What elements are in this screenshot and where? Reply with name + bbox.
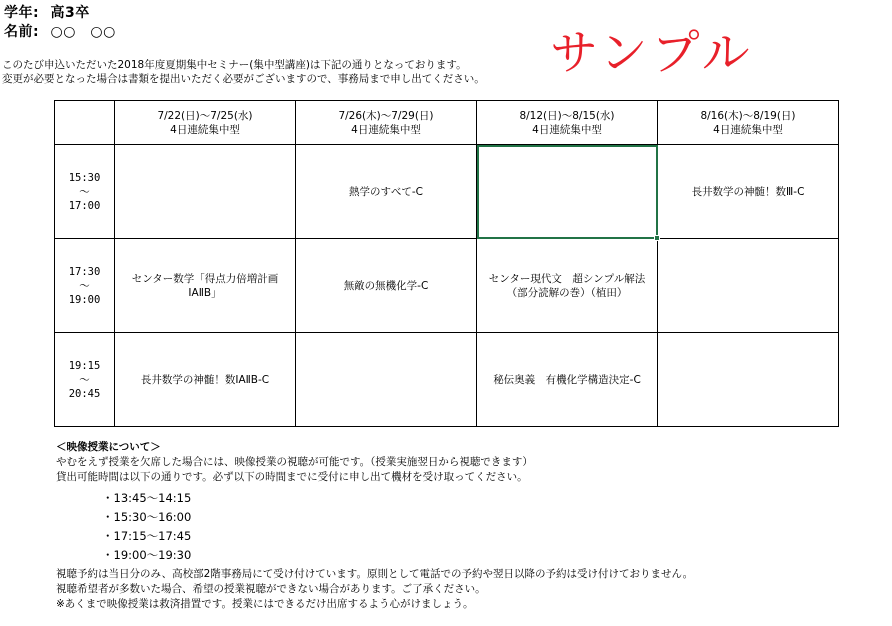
schedule-table: [54, 100, 839, 427]
column-type: 4日連続集中型: [532, 123, 602, 136]
name-value: ○○ ○○: [50, 24, 116, 40]
rental-slot-list: [102, 489, 693, 565]
course-cell[interactable]: 熱学のすべて-C: [296, 145, 477, 239]
schedule-header-row: [55, 101, 839, 145]
notes-title: ＜映像授業について＞: [56, 441, 161, 453]
time-end: 19:00: [68, 293, 101, 306]
notes-line-remark: ※あくまで映像授業は救済措置です。授業にはできるだけ出席するよう心がけましょう。: [56, 598, 474, 610]
course-cell[interactable]: [115, 145, 296, 239]
column-type: 4日連続集中型: [170, 123, 240, 136]
time-end: 20:45: [68, 387, 101, 400]
time-slot-cell[interactable]: [55, 145, 115, 239]
time-separator: ～: [79, 185, 90, 198]
column-type: 4日連続集中型: [713, 123, 783, 136]
column-dates: 7/22(日)～7/25(水): [157, 109, 253, 122]
schedule-row: [55, 239, 839, 333]
course-cell[interactable]: [296, 333, 477, 427]
course-cell[interactable]: [658, 333, 839, 427]
corner-cell: [55, 101, 115, 145]
column-type: 4日連続集中型: [351, 123, 421, 136]
notes-line-absence: やむをえず授業を欠席した場合には、映像授業の視聴が可能です。（授業実施翌日から視聴できます）: [56, 456, 533, 468]
fill-handle[interactable]: [654, 235, 660, 241]
video-lesson-notes: [56, 440, 693, 612]
time-end: 17:00: [68, 199, 101, 212]
schedule-row: [55, 145, 839, 239]
rental-slot: ・15:30～16:00: [102, 510, 192, 524]
time-slot-cell[interactable]: [55, 239, 115, 333]
rental-slot: ・13:45～14:15: [102, 491, 192, 505]
selected-course-cell[interactable]: [477, 145, 658, 239]
column-dates: 8/12(日)～8/15(水): [519, 109, 615, 122]
column-dates: 7/26(木)～7/29(日): [338, 109, 434, 122]
name-line: [4, 21, 116, 41]
intro-line-2: 変更が必要となった場合は書類を提出いただく必要がございますので、事務局まで申し出てください。: [2, 73, 485, 85]
rental-slot: ・17:15～17:45: [102, 529, 192, 543]
name-label: 名前:: [4, 24, 40, 40]
notes-line-reservation: 視聴予約は当日分のみ、高校部2階事務局にて受け付けています。原則として電話での予約や翌日以降の予約は受け付けておりません。: [56, 568, 694, 580]
rental-slot: ・19:00～19:30: [102, 548, 192, 562]
course-cell[interactable]: 長井数学の神髄！数ⅠAⅡB-C: [115, 333, 296, 427]
sample-watermark: サンプル: [550, 25, 754, 81]
grade-line: [4, 2, 90, 22]
time-start: 15:30: [68, 171, 101, 184]
course-cell[interactable]: 秘伝奥義 有機化学構造決定-C: [477, 333, 658, 427]
time-separator: ～: [79, 279, 90, 292]
course-cell[interactable]: [658, 239, 839, 333]
notes-line-rental-hours: 貸出可能時間は以下の通りです。必ず以下の時間までに受付に申し出て機材を受け取ってください。: [56, 471, 528, 483]
course-cell[interactable]: 無敵の無機化学-C: [296, 239, 477, 333]
time-separator: ～: [79, 373, 90, 386]
intro-text: [2, 58, 485, 86]
notes-line-crowding: 視聴希望者が多数いた場合、希望の授業視聴ができない場合があります。ご了承ください。: [56, 583, 486, 595]
column-dates: 8/16(木)～8/19(日): [700, 109, 796, 122]
time-start: 19:15: [68, 359, 101, 372]
schedule-row: [55, 333, 839, 427]
column-header[interactable]: [477, 101, 658, 145]
intro-line-1: このたび申込いただいた2018年度夏期集中セミナー(集中型講座)は下記の通りとなっております。: [2, 59, 467, 71]
column-header[interactable]: [658, 101, 839, 145]
grade-label: 学年:: [4, 5, 40, 21]
course-cell[interactable]: センター数学「得点力倍増計画ⅠAⅡB」: [115, 239, 296, 333]
time-slot-cell[interactable]: [55, 333, 115, 427]
time-start: 17:30: [68, 265, 101, 278]
course-cell[interactable]: 長井数学の神髄！数Ⅲ-C: [658, 145, 839, 239]
course-cell[interactable]: センター現代文 超シンプル解法（部分読解の巻）（植田）: [477, 239, 658, 333]
grade-value: 高3卒: [50, 5, 90, 21]
column-header[interactable]: [115, 101, 296, 145]
column-header[interactable]: [296, 101, 477, 145]
